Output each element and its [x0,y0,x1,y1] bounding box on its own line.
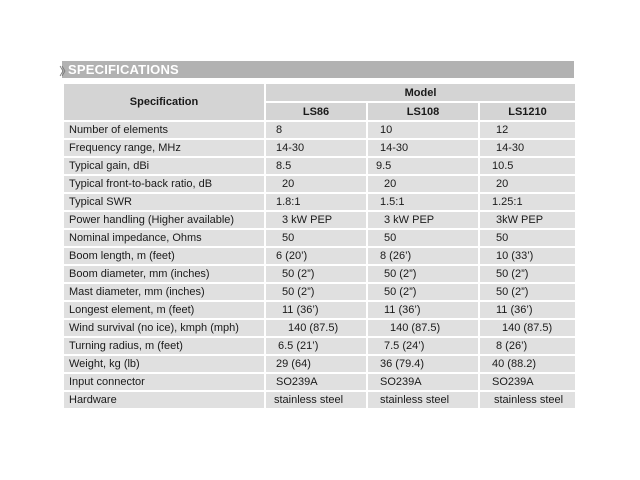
cell-ls1210: 1.25:1 [480,194,575,210]
cell-ls108: 14-30 [368,140,478,156]
table-row [64,212,575,228]
row-label: Number of elements [64,122,264,138]
cell-ls108: stainless steel [368,392,478,408]
row-label: Boom diameter, mm (inches) [64,266,264,282]
cell-ls1210: SO239A [480,374,575,390]
table-row [64,320,575,336]
table-row [64,356,575,372]
cell-ls108: 50 (2”) [368,284,478,300]
spec-table [62,82,577,410]
model-header-ls1210: LS1210 [480,103,575,120]
spec-column-header: Specification [64,84,264,120]
cell-ls1210: 50 [480,230,575,246]
row-label: Mast diameter, mm (inches) [64,284,264,300]
table-row [64,284,575,300]
section-header [62,61,574,78]
cell-ls108: 10 [368,122,478,138]
table-row [64,230,575,246]
table-row [64,248,575,264]
cell-ls108: 8 (26’) [368,248,478,264]
cell-ls86: 20 [266,176,366,192]
row-label: Boom length, m (feet) [64,248,264,264]
cell-ls86: 1.8:1 [266,194,366,210]
cell-ls108: 20 [368,176,478,192]
table-row [64,140,575,156]
row-label: Turning radius, m (feet) [64,338,264,354]
cell-ls1210: 3kW PEP [480,212,575,228]
row-label: Nominal impedance, Ohms [64,230,264,246]
cell-ls1210: 8 (26’) [480,338,575,354]
cell-ls108: 9.5 [368,158,478,174]
table-row [64,302,575,318]
row-label: Input connector [64,374,264,390]
cell-ls1210: 14-30 [480,140,575,156]
row-label: Longest element, m (feet) [64,302,264,318]
table-row [64,122,575,138]
table-row [64,374,575,390]
cell-ls86: 3 kW PEP [266,212,366,228]
cell-ls86: 14-30 [266,140,366,156]
cell-ls86: stainless steel [266,392,366,408]
spec-table-body [64,122,575,408]
model-column-header: Model [266,84,575,101]
row-label: Wind survival (no ice), kmph (mph) [64,320,264,336]
cell-ls86: SO239A [266,374,366,390]
row-label: Frequency range, MHz [64,140,264,156]
table-row [64,194,575,210]
cell-ls1210: 50 (2”) [480,284,575,300]
cell-ls108: 7.5 (24’) [368,338,478,354]
cell-ls1210: 140 (87.5) [480,320,575,336]
table-row [64,176,575,192]
row-label: Hardware [64,392,264,408]
model-header-ls86: LS86 [266,103,366,120]
cell-ls108: SO239A [368,374,478,390]
cell-ls1210: 11 (36’) [480,302,575,318]
cell-ls108: 36 (79.4) [368,356,478,372]
cell-ls108: 140 (87.5) [368,320,478,336]
cell-ls86: 50 (2”) [266,284,366,300]
row-label: Power handling (Higher available) [64,212,264,228]
row-label: Typical front-to-back ratio, dB [64,176,264,192]
cell-ls86: 6.5 (21’) [266,338,366,354]
cell-ls1210: 10 (33’) [480,248,575,264]
cell-ls86: 6 (20’) [266,248,366,264]
cell-ls108: 3 kW PEP [368,212,478,228]
cell-ls1210: 10.5 [480,158,575,174]
table-row [64,392,575,408]
table-row [64,338,575,354]
cell-ls86: 140 (87.5) [266,320,366,336]
cell-ls108: 1.5:1 [368,194,478,210]
cell-ls1210: 50 (2”) [480,266,575,282]
row-label: Weight, kg (lb) [64,356,264,372]
cell-ls86: 8.5 [266,158,366,174]
row-label: Typical gain, dBi [64,158,264,174]
row-label: Typical SWR [64,194,264,210]
cell-ls1210: 40 (88.2) [480,356,575,372]
cell-ls1210: 20 [480,176,575,192]
table-row [64,158,575,174]
cell-ls86: 8 [266,122,366,138]
cell-ls86: 50 (2”) [266,266,366,282]
model-header-ls108: LS108 [368,103,478,120]
corner-mark-icon [58,62,68,80]
cell-ls86: 50 [266,230,366,246]
cell-ls108: 11 (36’) [368,302,478,318]
cell-ls86: 29 (64) [266,356,366,372]
section-title: SPECIFICATIONS [68,62,179,77]
cell-ls1210: stainless steel [480,392,575,408]
cell-ls108: 50 [368,230,478,246]
cell-ls108: 50 (2”) [368,266,478,282]
table-row [64,266,575,282]
cell-ls86: 11 (36’) [266,302,366,318]
cell-ls1210: 12 [480,122,575,138]
